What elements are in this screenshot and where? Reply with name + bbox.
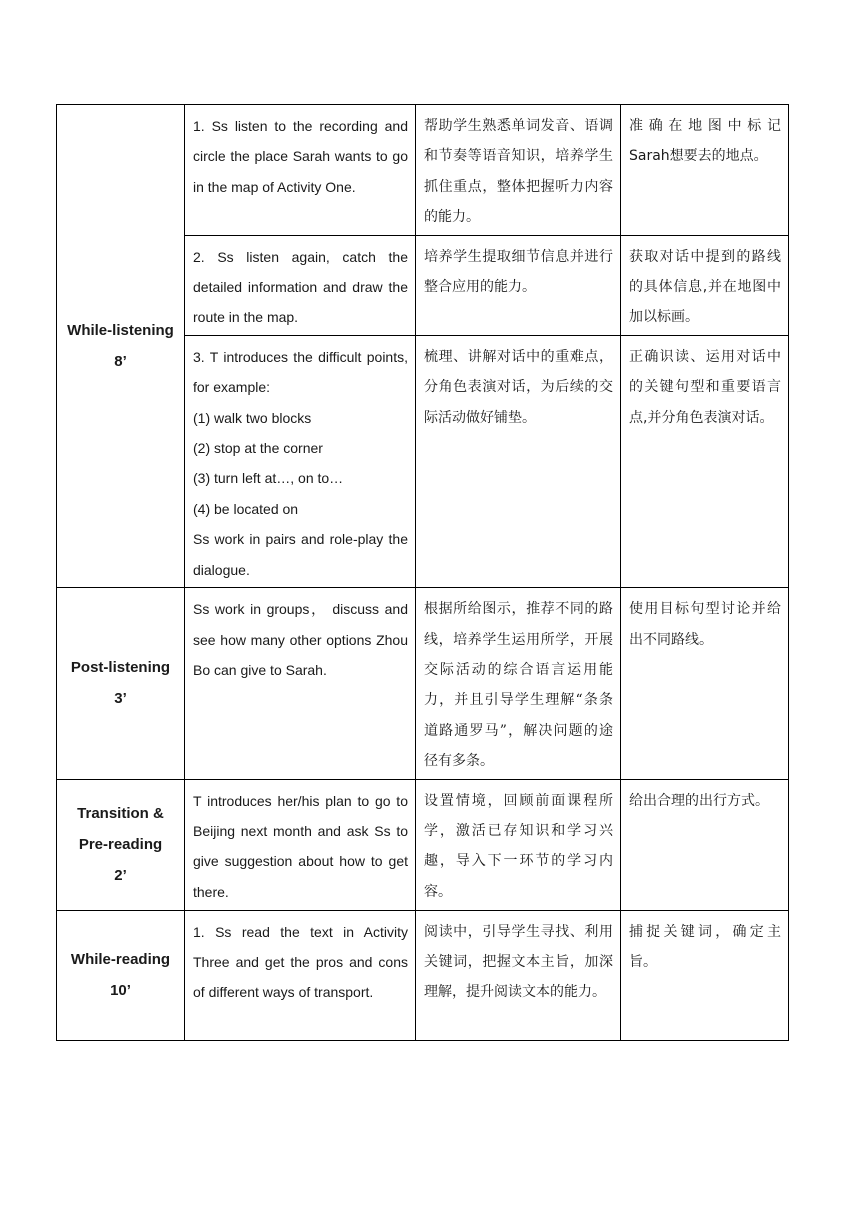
evaluation-cell: 获取对话中提到的路线的具体信息,并在地图中加以标画。 <box>621 235 789 335</box>
evaluation-cell: 给出合理的出行方式。 <box>621 779 789 910</box>
purpose-cell: 梳理、讲解对话中的重难点，分角色表演对话，为后续的交际活动做好铺垫。 <box>416 335 621 587</box>
evaluation-cell: 准确在地图中标记Sarah想要去的地点。 <box>621 105 789 236</box>
purpose-cell: 培养学生提取细节信息并进行整合应用的能力。 <box>416 235 621 335</box>
lesson-plan-table <box>56 104 789 1041</box>
activity-cell <box>185 235 416 335</box>
stage-duration: 2’ <box>114 867 127 885</box>
stage-duration: 8’ <box>114 353 127 371</box>
activity-line: T introduces her/his plan to go to Beijing next month and ask Ss to give suggestion about how to get there. <box>193 792 412 900</box>
stage-duration: 3’ <box>114 690 127 708</box>
activity-line: (4) be located on <box>193 500 299 517</box>
stage-cell <box>57 779 185 910</box>
table-row <box>57 910 789 1040</box>
activity-line: 1. Ss read the text in Activity Three and get the pros and cons of different ways of transport. <box>193 923 412 1001</box>
evaluation-cell: 使用目标句型讨论并给出不同路线。 <box>621 588 789 779</box>
activity-line: Ss work in groups， discuss and see how many other options Zhou Bo can give to Sarah. <box>193 601 412 678</box>
stage-name: While-reading <box>70 951 171 969</box>
stage-name: Transition & <box>77 805 164 823</box>
stage-cell <box>57 105 185 588</box>
stage-name: While-listening <box>67 322 174 340</box>
activity-line: 3. T introduces the difficult points, for example: <box>193 348 412 396</box>
purpose-cell: 阅读中，引导学生寻找、利用关键词，把握文本主旨，加深理解，提升阅读文本的能力。 <box>416 910 621 1040</box>
evaluation-cell: 捕捉关键词，确定主旨。 <box>621 910 789 1040</box>
purpose-cell: 帮助学生熟悉单词发音、语调和节奏等语音知识，培养学生抓住重点，整体把握听力内容的能力。 <box>416 105 621 236</box>
table-row <box>57 588 789 779</box>
activity-line: (3) turn left at…, on to… <box>193 470 344 487</box>
activity-cell <box>185 910 416 1040</box>
activity-line: Ss work in pairs and role-play the dialogue. <box>193 531 412 578</box>
activity-line: 2. Ss listen again, catch the detailed information and draw the route in the map. <box>193 248 412 326</box>
stage-cell <box>57 910 185 1040</box>
activity-line: (2) stop at the corner <box>193 440 323 457</box>
stage-cell <box>57 588 185 779</box>
purpose-cell: 根据所给图示，推荐不同的路线，培养学生运用所学，开展交际活动的综合语言运用能力，并且引导学生理解“条条道路通罗马”，解决问题的途径有多条。 <box>416 588 621 779</box>
table-row <box>57 779 789 910</box>
purpose-cell: 设置情境，回顾前面课程所学，激活已存知识和学习兴趣，导入下一环节的学习内容。 <box>416 779 621 910</box>
stage-name: Post-listening <box>70 659 171 677</box>
activity-cell <box>185 335 416 587</box>
activity-line: 1. Ss listen to the recording and circle the place Sarah wants to go in the map of Activity One. <box>193 118 412 195</box>
activity-cell <box>185 779 416 910</box>
activity-cell <box>185 588 416 779</box>
table-row <box>57 105 789 236</box>
activity-cell <box>185 105 416 236</box>
activity-line: (1) walk two blocks <box>193 409 312 426</box>
evaluation-cell: 正确识读、运用对话中的关键句型和重要语言点,并分角色表演对话。 <box>621 335 789 587</box>
stage-name: Pre-reading <box>78 836 163 854</box>
stage-duration: 10’ <box>110 982 131 1000</box>
